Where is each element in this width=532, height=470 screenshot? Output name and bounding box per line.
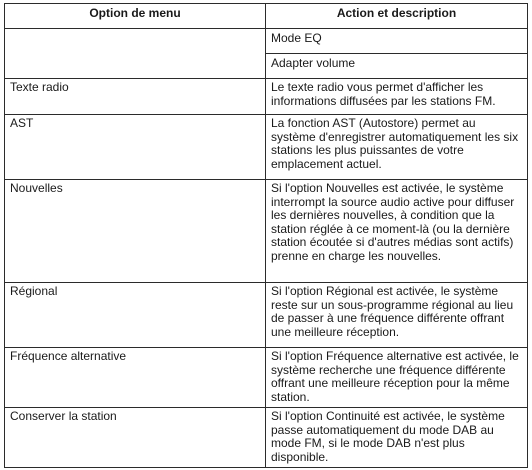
table-row [5, 408, 528, 468]
description-cell: Si l'option Fréquence alternative est activée, le système recherche une fréquence différente offrant une meilleure réception pour la même station. [266, 348, 528, 408]
description-cell: Si l'option Nouvelles est activée, le système interrompt la source audio active pour diffuser les dernières nouvelles, à condition que la station réglée à ce moment-là (ou la dernière station écoutée si d'autres médias sont actifs) prenne en charge les nouvelles. [266, 180, 528, 283]
table-row [5, 29, 528, 54]
header-option-de-menu: Option de menu [5, 4, 266, 29]
description-cell: Le texte radio vous permet d'afficher les informations diffusées par les stations FM. [266, 79, 528, 115]
option-cell: Nouvelles [5, 180, 266, 283]
description-cell: Adapter volume [266, 54, 528, 79]
table-row [5, 79, 528, 115]
description-cell: Mode EQ [266, 29, 528, 54]
description-cell: La fonction AST (Autostore) permet au système d'enregistrer automatiquement les six stations les plus puissantes de votre emplacement actuel. [266, 115, 528, 180]
option-cell: Fréquence alternative [5, 348, 266, 408]
menu-options-table [4, 3, 528, 468]
option-cell: Conserver la station [5, 408, 266, 468]
description-cell: Si l'option Continuité est activée, le système passe automatiquement du mode DAB au mode FM, si le mode DAB n'est plus disponible. [266, 408, 528, 468]
table-row [5, 348, 528, 408]
table-header-row [5, 4, 528, 29]
header-action-et-description: Action et description [266, 4, 528, 29]
option-cell: AST [5, 115, 266, 180]
table-row [5, 180, 528, 283]
table-row [5, 283, 528, 348]
option-cell: Texte radio [5, 79, 266, 115]
option-cell [5, 29, 266, 79]
description-cell: Si l'option Régional est activée, le système reste sur un sous-programme régional au lieu de passer à une fréquence différente offrant une meilleure réception. [266, 283, 528, 348]
table-row [5, 115, 528, 180]
option-cell: Régional [5, 283, 266, 348]
